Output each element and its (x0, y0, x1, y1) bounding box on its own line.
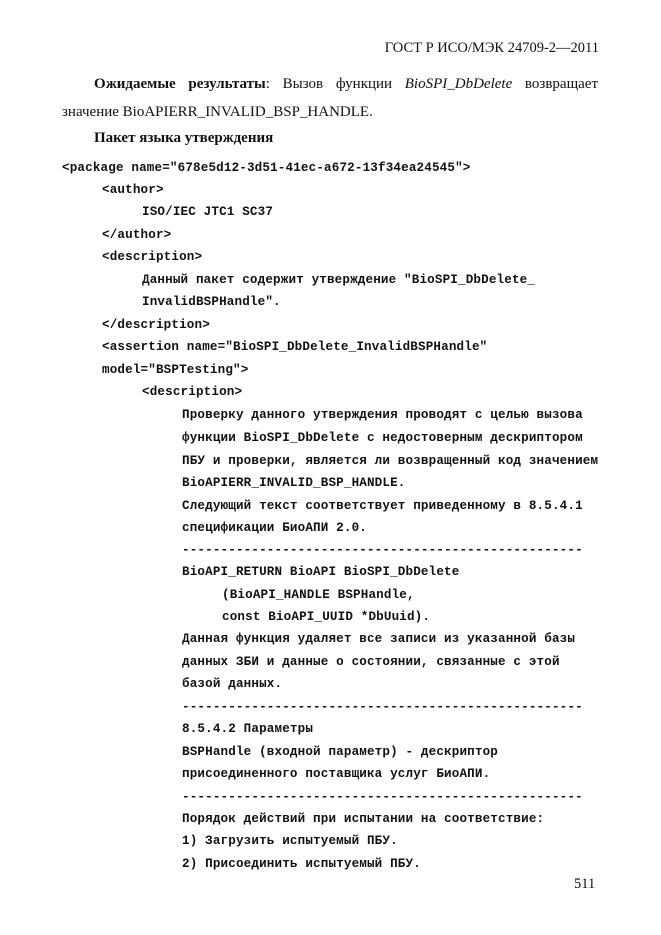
code-line: 1) Загрузить испытуемый ПБУ. (182, 834, 398, 848)
document-header: ГОСТ Р ИСО/МЭК 24709-2—2011 (384, 40, 599, 56)
code-line: <author> (102, 183, 164, 197)
expected-results-continuation: значение BioAPIERR_INVALID_BSP_HANDLE. (62, 104, 373, 120)
separator-line: ---------------------------------------------------- (182, 700, 583, 714)
code-line: спецификации БиоАПИ 2.0. (182, 521, 367, 535)
code-line: <assertion name="BioSPI_DbDelete_InvalidBSPHandle" (102, 340, 488, 354)
code-line: BioAPI_RETURN BioAPI BioSPI_DbDelete (182, 565, 460, 579)
section-heading: Пакет языка утверждения (94, 130, 274, 146)
code-line: данных ЗБИ и данные о состоянии, связанные с этой (182, 655, 560, 669)
code-line: 8.5.4.2 Параметры (182, 722, 314, 736)
expected-results-label: Ожидаемые результаты (94, 76, 266, 92)
text-before: Вызов функции (269, 76, 405, 92)
code-line: Данная функция удаляет все записи из указанной базы (182, 632, 576, 646)
code-line: Следующий текст соответствует приведенному в 8.5.4.1 (182, 499, 583, 513)
page-number: 511 (574, 876, 596, 892)
expected-results-paragraph (62, 76, 598, 93)
code-line: Порядок действий при испытании на соответствие: (182, 812, 545, 826)
code-line: базой данных. (182, 677, 283, 691)
code-line: функции BioSPI_DbDelete с недостоверным дескриптором (182, 431, 583, 445)
code-line: ISO/IEC JTC1 SC37 (142, 205, 274, 219)
code-line: </description> (102, 318, 210, 332)
separator-line: ---------------------------------------------------- (182, 543, 583, 557)
colon: : (265, 76, 270, 92)
code-line: Данный пакет содержит утверждение "BioSPI_DbDelete_ (142, 273, 536, 287)
code-line: model="BSPTesting"> (102, 363, 249, 377)
code-line: ПБУ и проверки, является ли возвращенный код значением (182, 454, 599, 468)
code-line: <description> (142, 385, 243, 399)
code-line: const BioAPI_UUID *DbUuid). (222, 610, 431, 624)
code-line: InvalidBSPHandle". (142, 295, 281, 309)
separator-line: ---------------------------------------------------- (182, 790, 583, 804)
text-after: возвращает (512, 76, 598, 92)
code-line: (BioAPI_HANDLE BSPHandle, (222, 588, 415, 602)
code-line: 2) Присоединить испытуемый ПБУ. (182, 857, 421, 871)
function-name: BioSPI_DbDelete (404, 76, 513, 92)
code-line: присоединенного поставщика услуг БиоАПИ. (182, 767, 491, 781)
code-line: <package name="678e5d12-3d51-41ec-a672-13f34ea24545"> (62, 161, 471, 175)
code-line: BSPHandle (входной параметр) - дескриптор (182, 745, 499, 759)
code-line: </author> (102, 228, 172, 242)
code-line: <description> (102, 250, 203, 264)
code-line: BioAPIERR_INVALID_BSP_HANDLE. (182, 476, 406, 490)
code-line: Проверку данного утверждения проводят с целью вызова (182, 408, 583, 422)
